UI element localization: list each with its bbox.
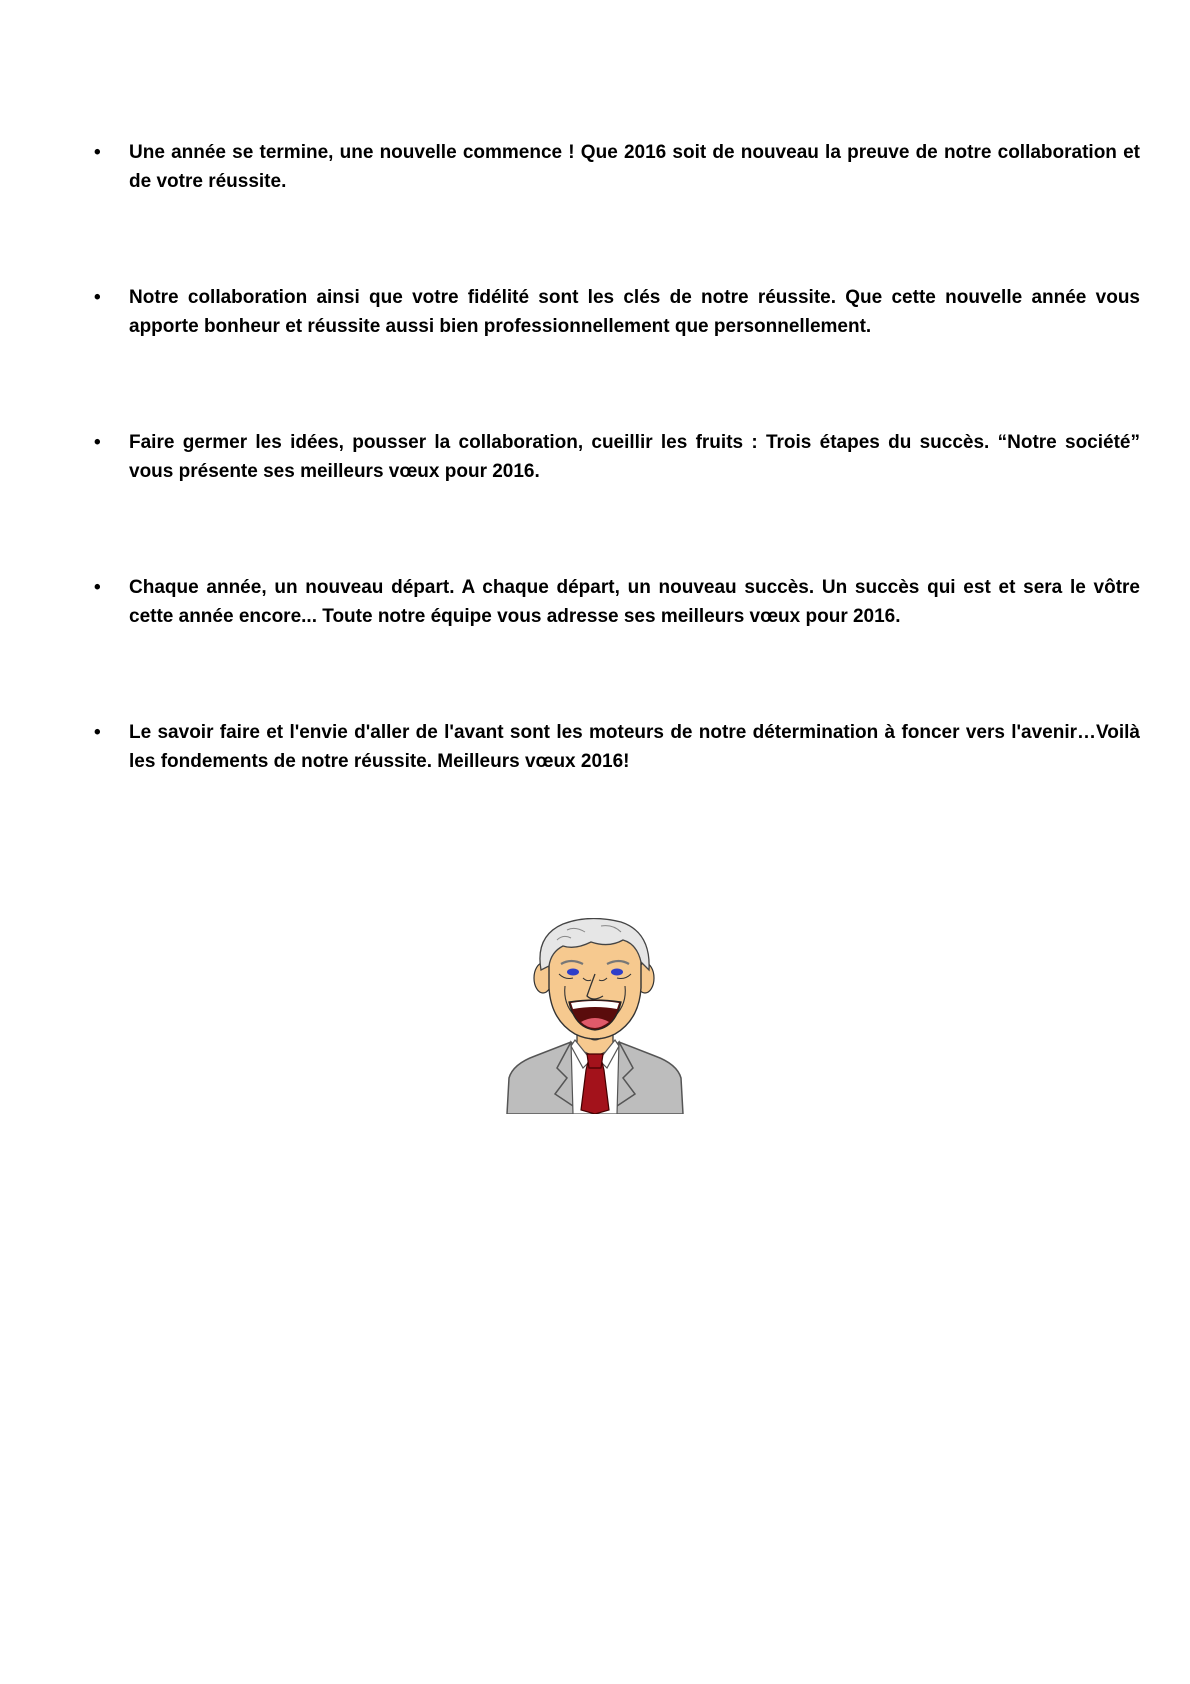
bullet-icon: • xyxy=(94,287,101,308)
tie-knot xyxy=(587,1054,603,1068)
list-item xyxy=(92,138,1140,196)
bullet-icon: • xyxy=(94,577,101,598)
right-eye xyxy=(611,969,623,976)
smiling-businessman-clipart xyxy=(505,918,685,1114)
wishes-bullet-list xyxy=(92,138,1140,776)
list-item xyxy=(92,283,1140,341)
bullet-icon: • xyxy=(94,142,101,163)
wish-text: Notre collaboration ainsi que votre fidélité sont les clés de notre réussite. Que cette nouvelle année vous apporte bonheur et réussite aussi bien professionnellement que personnellement. xyxy=(129,287,1140,337)
wish-text: Une année se termine, une nouvelle commence ! Que 2016 soit de nouveau la preuve de notre collaboration et de votre réussite. xyxy=(129,142,1140,192)
list-item xyxy=(92,573,1140,631)
list-item xyxy=(92,428,1140,486)
wish-text: Faire germer les idées, pousser la collaboration, cueillir les fruits : Trois étapes du succès. “Notre société” vous présente ses meilleurs vœux pour 2016. xyxy=(129,432,1140,482)
wish-text: Chaque année, un nouveau départ. A chaque départ, un nouveau succès. Un succès qui est et sera le vôtre cette année encore... Toute notre équipe vous adresse ses meilleurs vœux pour 2016. xyxy=(129,577,1140,627)
left-eye xyxy=(567,969,579,976)
bullet-icon: • xyxy=(94,722,101,743)
bullet-icon: • xyxy=(94,432,101,453)
wish-text: Le savoir faire et l'envie d'aller de l'avant sont les moteurs de notre détermination à foncer vers l'avenir…Voilà les fondements de notre réussite. Meilleurs vœux 2016! xyxy=(129,722,1140,772)
list-item xyxy=(92,718,1140,776)
